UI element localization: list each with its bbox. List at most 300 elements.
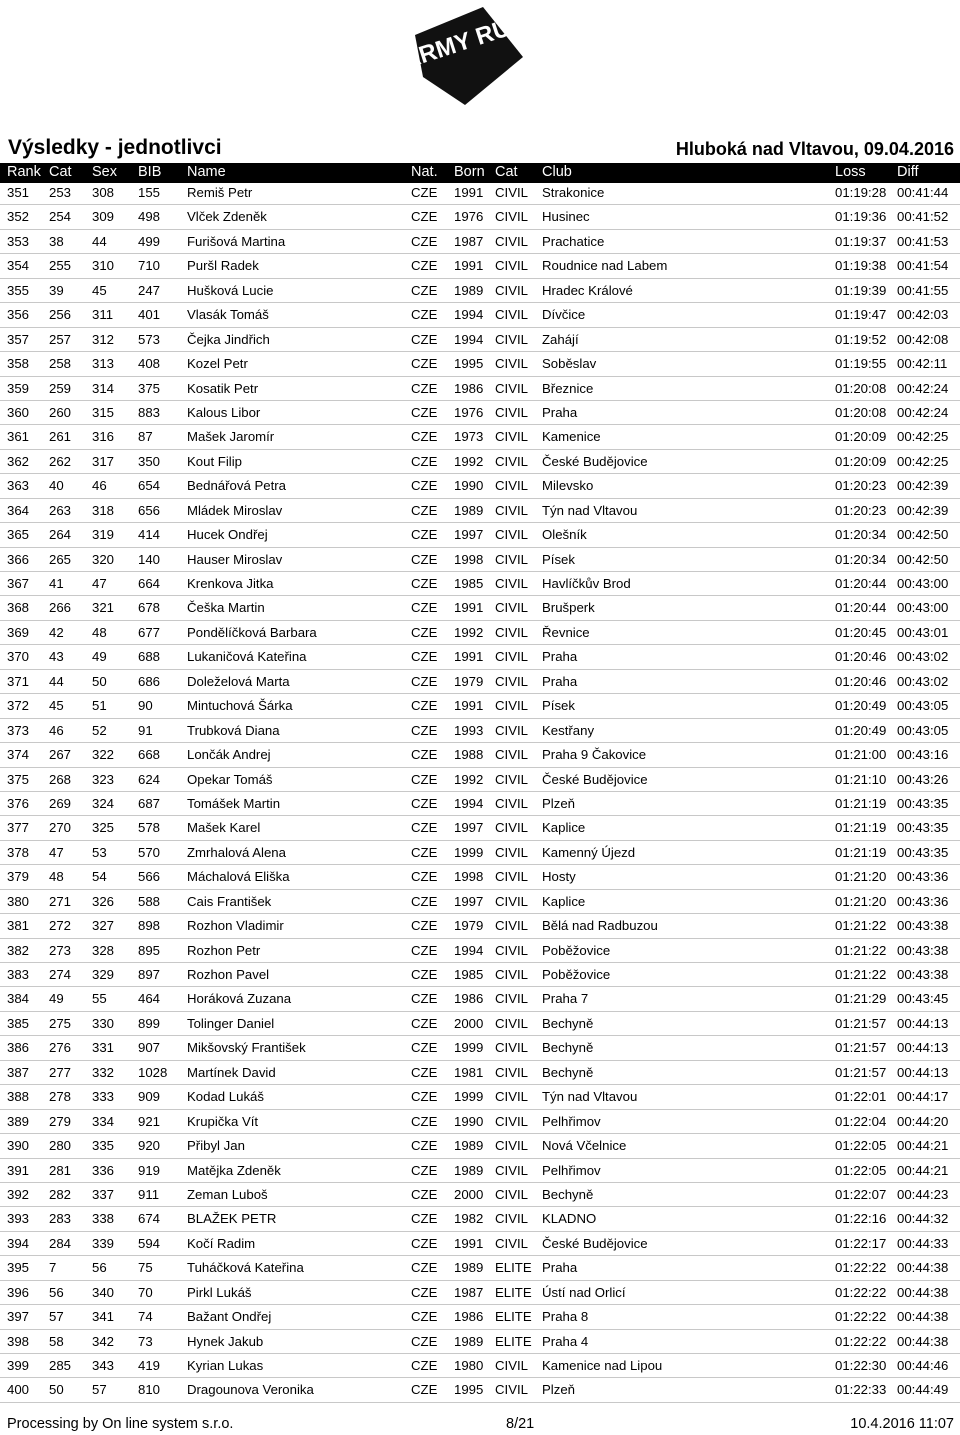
cell-loss: 01:21:57 xyxy=(835,1064,887,1080)
cell-nat: CZE xyxy=(411,1211,438,1227)
cell-name: Mašek Karel xyxy=(187,820,261,836)
table-row xyxy=(0,792,960,816)
cell-name: Horáková Zuzana xyxy=(187,991,292,1007)
table-row xyxy=(0,181,960,205)
cell-diff: 00:44:49 xyxy=(897,1382,949,1398)
cell-cat: 278 xyxy=(49,1089,72,1105)
cell-diff: 00:42:24 xyxy=(897,404,949,420)
cell-born: 1995 xyxy=(454,356,484,372)
table-row xyxy=(0,1256,960,1280)
cell-rank: 368 xyxy=(7,600,30,616)
cell-name: Pirkl Lukáš xyxy=(187,1284,252,1300)
cell-loss: 01:20:34 xyxy=(835,551,887,567)
cell-club: České Budějovice xyxy=(542,453,648,469)
cell-category: CIVIL xyxy=(495,404,528,420)
cell-name: Hauser Miroslav xyxy=(187,551,283,567)
cell-bib: 688 xyxy=(138,649,161,665)
cell-cat: 273 xyxy=(49,942,72,958)
cell-name: Kodad Lukáš xyxy=(187,1089,264,1105)
cell-club: Husinec xyxy=(542,209,590,225)
cell-category: CIVIL xyxy=(495,1138,528,1154)
cell-category: CIVIL xyxy=(495,820,528,836)
cell-nat: CZE xyxy=(411,1186,438,1202)
header-club: Club xyxy=(542,164,572,180)
cell-category: ELITE xyxy=(495,1333,532,1349)
cell-diff: 00:43:05 xyxy=(897,698,949,714)
cell-rank: 389 xyxy=(7,1113,30,1129)
table-header xyxy=(0,163,960,183)
cell-rank: 373 xyxy=(7,722,30,738)
cell-bib: 87 xyxy=(138,429,153,445)
cell-rank: 395 xyxy=(7,1260,30,1276)
cell-cat: 271 xyxy=(49,893,72,909)
results-table xyxy=(0,181,960,1403)
cell-born: 1986 xyxy=(454,380,484,396)
cell-cat: 257 xyxy=(49,331,72,347)
cell-bib: 920 xyxy=(138,1138,161,1154)
cell-category: CIVIL xyxy=(495,991,528,1007)
cell-club: Kamenice xyxy=(542,429,601,445)
cell-loss: 01:22:17 xyxy=(835,1235,887,1251)
cell-category: CIVIL xyxy=(495,869,528,885)
cell-sex: 309 xyxy=(92,209,115,225)
cell-sex: 56 xyxy=(92,1260,107,1276)
cell-born: 1979 xyxy=(454,918,484,934)
cell-name: Rozhon Vladimir xyxy=(187,918,284,934)
cell-sex: 310 xyxy=(92,258,115,274)
cell-nat: CZE xyxy=(411,282,438,298)
cell-loss: 01:19:37 xyxy=(835,233,887,249)
cell-name: Cais František xyxy=(187,893,272,909)
cell-club: Kestřany xyxy=(542,722,595,738)
cell-category: CIVIL xyxy=(495,527,528,543)
cell-rank: 356 xyxy=(7,307,30,323)
cell-sex: 336 xyxy=(92,1162,115,1178)
cell-cat: 272 xyxy=(49,918,72,934)
cell-sex: 316 xyxy=(92,429,115,445)
cell-diff: 00:43:00 xyxy=(897,600,949,616)
cell-nat: CZE xyxy=(411,918,438,934)
cell-diff: 00:44:20 xyxy=(897,1113,949,1129)
cell-category: CIVIL xyxy=(495,722,528,738)
cell-loss: 01:22:33 xyxy=(835,1382,887,1398)
cell-bib: 919 xyxy=(138,1162,161,1178)
cell-nat: CZE xyxy=(411,722,438,738)
header-born: Born xyxy=(454,164,485,180)
cell-rank: 380 xyxy=(7,893,30,909)
cell-club: Olešník xyxy=(542,527,587,543)
cell-category: CIVIL xyxy=(495,1186,528,1202)
header-cat: Cat xyxy=(49,164,72,180)
cell-club: Bechyně xyxy=(542,1015,594,1031)
cell-name: Krenkova Jitka xyxy=(187,576,274,591)
cell-bib: 895 xyxy=(138,942,161,958)
cell-loss: 01:20:08 xyxy=(835,404,887,420)
cell-cat: 261 xyxy=(49,429,72,445)
cell-bib: 656 xyxy=(138,502,161,518)
cell-bib: 573 xyxy=(138,331,161,347)
cell-club: KLADNO xyxy=(542,1211,597,1227)
cell-rank: 354 xyxy=(7,258,30,274)
cell-diff: 00:42:08 xyxy=(897,331,949,347)
cell-loss: 01:19:39 xyxy=(835,282,887,298)
army-run-logo xyxy=(405,5,535,110)
cell-born: 1999 xyxy=(454,844,484,860)
cell-name: Tolinger Daniel xyxy=(187,1015,275,1031)
cell-born: 1985 xyxy=(454,576,484,591)
cell-category: CIVIL xyxy=(495,1382,528,1398)
cell-club: Písek xyxy=(542,551,575,567)
cell-club: Pelhřimov xyxy=(542,1113,601,1129)
cell-cat: 46 xyxy=(49,722,64,738)
cell-cat: 269 xyxy=(49,795,72,811)
cell-cat: 41 xyxy=(49,576,64,591)
cell-sex: 51 xyxy=(92,698,107,714)
cell-category: CIVIL xyxy=(495,1235,528,1251)
cell-bib: 898 xyxy=(138,918,161,934)
cell-category: CIVIL xyxy=(495,673,528,689)
cell-born: 1990 xyxy=(454,478,484,494)
cell-bib: 90 xyxy=(138,698,153,714)
cell-diff: 00:41:54 xyxy=(897,258,949,274)
cell-born: 1991 xyxy=(454,649,484,665)
cell-born: 1989 xyxy=(454,1260,484,1276)
cell-bib: 401 xyxy=(138,307,161,323)
cell-cat: 57 xyxy=(49,1309,64,1325)
cell-loss: 01:21:19 xyxy=(835,795,887,811)
cell-name: Furišová Martina xyxy=(187,233,286,249)
cell-category: ELITE xyxy=(495,1284,532,1300)
cell-born: 1987 xyxy=(454,1284,484,1300)
cell-sex: 44 xyxy=(92,233,107,249)
cell-sex: 329 xyxy=(92,967,115,982)
cell-loss: 01:21:20 xyxy=(835,893,887,909)
cell-loss: 01:21:00 xyxy=(835,747,887,763)
cell-cat: 47 xyxy=(49,844,64,860)
cell-category: CIVIL xyxy=(495,551,528,567)
cell-cat: 260 xyxy=(49,404,72,420)
cell-cat: 7 xyxy=(49,1260,57,1276)
cell-loss: 01:20:49 xyxy=(835,698,887,714)
cell-cat: 50 xyxy=(49,1382,64,1398)
cell-club: Kaplice xyxy=(542,820,586,836)
cell-loss: 01:21:22 xyxy=(835,967,887,982)
cell-club: Pelhřimov xyxy=(542,1162,601,1178)
cell-category: CIVIL xyxy=(495,1089,528,1105)
cell-cat: 268 xyxy=(49,771,72,787)
cell-rank: 387 xyxy=(7,1064,30,1080)
cell-born: 1976 xyxy=(454,404,484,420)
cell-born: 1989 xyxy=(454,1162,484,1178)
cell-club: Písek xyxy=(542,698,575,714)
cell-loss: 01:22:04 xyxy=(835,1113,887,1129)
cell-nat: CZE xyxy=(411,844,438,860)
cell-name: Opekar Tomáš xyxy=(187,771,273,787)
cell-nat: CZE xyxy=(411,380,438,396)
cell-born: 1993 xyxy=(454,722,484,738)
cell-nat: CZE xyxy=(411,1040,438,1056)
cell-born: 1985 xyxy=(454,967,484,982)
cell-loss: 01:21:19 xyxy=(835,844,887,860)
cell-sex: 328 xyxy=(92,942,115,958)
cell-club: Soběslav xyxy=(542,356,597,372)
table-row xyxy=(0,670,960,694)
cell-diff: 00:44:23 xyxy=(897,1186,949,1202)
cell-category: CIVIL xyxy=(495,918,528,934)
cell-club: Plzeň xyxy=(542,795,575,811)
cell-rank: 355 xyxy=(7,282,30,298)
cell-born: 1976 xyxy=(454,209,484,225)
table-row xyxy=(0,328,960,352)
table-row xyxy=(0,1232,960,1256)
cell-name: Kyrian Lukas xyxy=(187,1358,264,1373)
cell-cat: 282 xyxy=(49,1186,72,1202)
cell-diff: 00:44:32 xyxy=(897,1211,949,1227)
cell-rank: 374 xyxy=(7,747,30,763)
cell-born: 1998 xyxy=(454,551,484,567)
table-row xyxy=(0,816,960,840)
table-row xyxy=(0,1012,960,1036)
cell-sex: 318 xyxy=(92,502,115,518)
cell-club: Ústí nad Orlicí xyxy=(542,1284,626,1300)
cell-nat: CZE xyxy=(411,1015,438,1031)
cell-club: Bechyně xyxy=(542,1064,594,1080)
cell-rank: 399 xyxy=(7,1358,30,1373)
cell-sex: 50 xyxy=(92,673,107,689)
cell-sex: 52 xyxy=(92,722,107,738)
cell-born: 2000 xyxy=(454,1186,484,1202)
cell-category: CIVIL xyxy=(495,209,528,225)
cell-category: CIVIL xyxy=(495,258,528,274)
table-row xyxy=(0,596,960,620)
cell-diff: 00:42:25 xyxy=(897,429,949,445)
cell-nat: CZE xyxy=(411,356,438,372)
cell-diff: 00:44:13 xyxy=(897,1015,949,1031)
cell-bib: 686 xyxy=(138,673,161,689)
cell-cat: 285 xyxy=(49,1358,72,1373)
cell-bib: 883 xyxy=(138,404,161,420)
cell-rank: 363 xyxy=(7,478,30,494)
cell-club: Dívčice xyxy=(542,307,586,323)
cell-bib: 677 xyxy=(138,624,161,640)
cell-category: CIVIL xyxy=(495,576,528,591)
cell-diff: 00:43:38 xyxy=(897,942,949,958)
cell-bib: 899 xyxy=(138,1015,161,1031)
cell-sex: 317 xyxy=(92,453,115,469)
cell-sex: 48 xyxy=(92,624,107,640)
table-row xyxy=(0,450,960,474)
cell-diff: 00:43:26 xyxy=(897,771,949,787)
cell-sex: 341 xyxy=(92,1309,115,1325)
cell-loss: 01:22:22 xyxy=(835,1260,887,1276)
cell-bib: 668 xyxy=(138,747,161,763)
cell-bib: 664 xyxy=(138,576,161,591)
cell-name: Hucek Ondřej xyxy=(187,527,268,543)
cell-category: CIVIL xyxy=(495,233,528,249)
cell-cat: 254 xyxy=(49,209,72,225)
cell-bib: 414 xyxy=(138,527,161,543)
cell-name: Mikšovský František xyxy=(187,1040,306,1056)
cell-rank: 388 xyxy=(7,1089,30,1105)
cell-club: Kamenný Újezd xyxy=(542,844,636,860)
cell-cat: 43 xyxy=(49,649,64,665)
cell-diff: 00:43:35 xyxy=(897,844,949,860)
cell-club: Kaplice xyxy=(542,893,586,909)
cell-bib: 375 xyxy=(138,380,161,396)
cell-born: 1994 xyxy=(454,942,484,958)
cell-bib: 810 xyxy=(138,1382,161,1398)
cell-name: Bažant Ondřej xyxy=(187,1309,272,1325)
cell-cat: 262 xyxy=(49,453,72,469)
cell-diff: 00:43:01 xyxy=(897,624,949,640)
table-row xyxy=(0,865,960,889)
cell-name: Lončák Andrej xyxy=(187,747,271,763)
cell-club: Praha 8 xyxy=(542,1309,589,1325)
cell-diff: 00:44:38 xyxy=(897,1284,949,1300)
cell-name: Hynek Jakub xyxy=(187,1333,264,1349)
cell-bib: 75 xyxy=(138,1260,153,1276)
cell-loss: 01:19:38 xyxy=(835,258,887,274)
table-row xyxy=(0,548,960,572)
cell-category: CIVIL xyxy=(495,942,528,958)
cell-rank: 353 xyxy=(7,233,30,249)
cell-category: CIVIL xyxy=(495,600,528,616)
cell-rank: 370 xyxy=(7,649,30,665)
table-row xyxy=(0,694,960,718)
header-category: Cat xyxy=(495,164,518,180)
cell-name: Kočí Radim xyxy=(187,1235,256,1251)
cell-name: Češka Martin xyxy=(187,600,265,616)
cell-name: Rozhon Petr xyxy=(187,942,261,958)
cell-bib: 247 xyxy=(138,282,161,298)
cell-loss: 01:20:49 xyxy=(835,722,887,738)
cell-rank: 377 xyxy=(7,820,30,836)
cell-club: Prachatice xyxy=(542,233,605,249)
cell-nat: CZE xyxy=(411,991,438,1007)
table-row xyxy=(0,1183,960,1207)
table-row xyxy=(0,768,960,792)
cell-nat: CZE xyxy=(411,1309,438,1325)
cell-club: Týn nad Vltavou xyxy=(542,502,638,518)
cell-born: 1992 xyxy=(454,453,484,469)
cell-name: Rozhon Pavel xyxy=(187,967,270,982)
cell-nat: CZE xyxy=(411,1113,438,1129)
table-row xyxy=(0,1305,960,1329)
cell-club: Bechyně xyxy=(542,1186,594,1202)
cell-club: Praha 9 Čakovice xyxy=(542,747,647,763)
cell-loss: 01:19:47 xyxy=(835,307,887,323)
cell-name: Kozel Petr xyxy=(187,356,248,372)
cell-cat: 45 xyxy=(49,698,64,714)
cell-nat: CZE xyxy=(411,893,438,909)
cell-loss: 01:21:20 xyxy=(835,869,887,885)
cell-rank: 382 xyxy=(7,942,30,958)
cell-loss: 01:22:07 xyxy=(835,1186,887,1202)
cell-loss: 01:22:22 xyxy=(835,1284,887,1300)
cell-nat: CZE xyxy=(411,869,438,885)
table-row xyxy=(0,987,960,1011)
cell-cat: 49 xyxy=(49,991,64,1007)
cell-cat: 283 xyxy=(49,1211,72,1227)
cell-rank: 371 xyxy=(7,673,30,689)
cell-sex: 311 xyxy=(92,307,114,323)
cell-rank: 369 xyxy=(7,624,30,640)
cell-name: Bednářová Petra xyxy=(187,478,286,494)
cell-bib: 907 xyxy=(138,1040,161,1056)
cell-born: 1992 xyxy=(454,624,484,640)
table-row xyxy=(0,254,960,278)
cell-name: Přibyl Jan xyxy=(187,1138,245,1154)
table-row xyxy=(0,1036,960,1060)
cell-sex: 339 xyxy=(92,1235,115,1251)
cell-sex: 312 xyxy=(92,331,115,347)
cell-rank: 391 xyxy=(7,1162,30,1178)
cell-nat: CZE xyxy=(411,429,438,445)
table-row xyxy=(0,621,960,645)
cell-nat: CZE xyxy=(411,478,438,494)
cell-name: Čejka Jindřich xyxy=(187,331,270,347)
cell-nat: CZE xyxy=(411,771,438,787)
cell-rank: 381 xyxy=(7,918,30,934)
cell-bib: 921 xyxy=(138,1113,161,1129)
cell-sex: 326 xyxy=(92,893,115,909)
cell-category: CIVIL xyxy=(495,893,528,909)
cell-name: Lukaničová Kateřina xyxy=(187,649,307,665)
cell-nat: CZE xyxy=(411,1064,438,1080)
cell-born: 1994 xyxy=(454,795,484,811)
cell-bib: 155 xyxy=(138,185,161,200)
cell-loss: 01:21:22 xyxy=(835,918,887,934)
cell-sex: 324 xyxy=(92,795,115,811)
cell-loss: 01:22:30 xyxy=(835,1358,887,1373)
cell-sex: 321 xyxy=(92,600,115,616)
cell-loss: 01:20:23 xyxy=(835,478,887,494)
table-row xyxy=(0,1085,960,1109)
cell-rank: 396 xyxy=(7,1284,30,1300)
cell-diff: 00:42:24 xyxy=(897,380,949,396)
cell-name: Kout Filip xyxy=(187,453,242,469)
cell-name: Tomášek Martin xyxy=(187,795,281,811)
cell-loss: 01:22:16 xyxy=(835,1211,887,1227)
cell-cat: 267 xyxy=(49,747,72,763)
cell-club: Kamenice nad Lipou xyxy=(542,1358,663,1373)
cell-nat: CZE xyxy=(411,624,438,640)
cell-loss: 01:20:23 xyxy=(835,502,887,518)
cell-sex: 333 xyxy=(92,1089,115,1105)
cell-loss: 01:22:22 xyxy=(835,1333,887,1349)
cell-category: CIVIL xyxy=(495,502,528,518)
cell-club: Praha 7 xyxy=(542,991,589,1007)
cell-rank: 366 xyxy=(7,551,30,567)
cell-sex: 320 xyxy=(92,551,115,567)
cell-name: Máchalová Eliška xyxy=(187,869,290,885)
footer-page-number: 8/21 xyxy=(506,1416,535,1432)
cell-diff: 00:44:38 xyxy=(897,1309,949,1325)
cell-rank: 397 xyxy=(7,1309,30,1325)
cell-cat: 255 xyxy=(49,258,72,274)
cell-rank: 378 xyxy=(7,844,30,860)
cell-bib: 570 xyxy=(138,844,161,860)
cell-name: Tuháčková Kateřina xyxy=(187,1260,304,1276)
cell-diff: 00:43:16 xyxy=(897,747,949,763)
cell-club: Zahájí xyxy=(542,331,579,347)
cell-diff: 00:44:21 xyxy=(897,1138,949,1154)
cell-born: 1999 xyxy=(454,1089,484,1105)
cell-bib: 140 xyxy=(138,551,161,567)
cell-nat: CZE xyxy=(411,795,438,811)
cell-diff: 00:41:55 xyxy=(897,282,949,298)
cell-born: 1989 xyxy=(454,1333,484,1349)
